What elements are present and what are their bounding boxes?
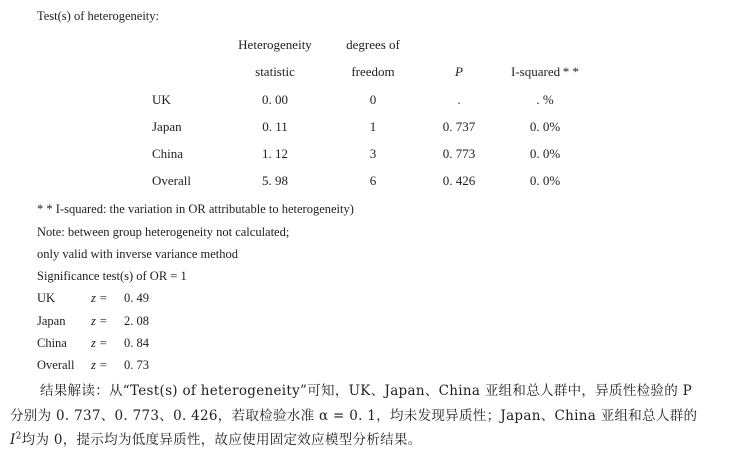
interpretation-line-3: [10, 428, 746, 448]
cell-stat-china: 1. 12: [262, 146, 288, 161]
section-title: Test(s) of heterogeneity:: [37, 9, 159, 23]
interpretation-line-2: 分别为 0. 737、0. 773、0. 426，若取检验水准 α = 0. 1，均未发现异质性；Japan、China 亚组和总人群的: [10, 408, 698, 424]
cell-p-overall: 0. 426: [442, 173, 476, 188]
significance-title: Significance test(s) of OR = 1: [37, 269, 187, 283]
row-label-japan: Japan: [152, 119, 182, 134]
z-eq-uk: z =: [91, 291, 108, 305]
note-between-group: Note: between group heterogeneity not calculated;: [37, 225, 290, 239]
header-heterogeneity: Heterogeneity: [238, 37, 312, 52]
header-p: P: [455, 64, 463, 79]
z-value-japan: 2. 08: [124, 314, 149, 328]
header-i-squared: I-squared * *: [511, 64, 579, 79]
cell-df-overall: 6: [369, 173, 377, 188]
note-inverse-variance: only valid with inverse variance method: [37, 247, 238, 261]
cell-df-japan: 1: [369, 119, 377, 134]
row-label-uk: UK: [152, 92, 171, 107]
cell-i2-japan: 0. 0%: [529, 119, 561, 134]
interpretation-line-1: 结果解读：从“Test(s) of heterogeneity”可知，UK、Japan、China 亚组和总人群中，异质性检验的 P: [40, 383, 692, 399]
z-value-overall: 0. 73: [124, 358, 149, 372]
row-label-overall: Overall: [152, 173, 191, 188]
z-label-china: China: [37, 336, 67, 350]
z-eq-china: z =: [91, 336, 108, 350]
note-i-squared: * * I-squared: the variation in OR attributable to heterogeneity): [37, 202, 354, 216]
z-value-uk: 0. 49: [124, 291, 149, 305]
interpretation-line-3-text: 均为 0，提示均为低度异质性，故应使用固定效应模型分析结果。: [21, 432, 422, 448]
z-eq-overall: z =: [91, 358, 108, 372]
cell-df-china: 3: [369, 146, 377, 161]
header-degrees-of: degrees of: [346, 37, 400, 52]
z-label-overall: Overall: [37, 358, 75, 372]
z-label-uk: UK: [37, 291, 56, 305]
row-label-china: China: [152, 146, 184, 161]
cell-stat-uk: 0. 00: [262, 92, 288, 107]
i-squared-symbol: I: [10, 432, 16, 448]
z-eq-japan: z =: [91, 314, 108, 328]
z-value-china: 0. 84: [124, 336, 149, 350]
cell-i2-uk: . %: [536, 92, 554, 107]
header-freedom: freedom: [351, 64, 395, 79]
header-statistic: statistic: [255, 64, 295, 79]
cell-i2-overall: 0. 0%: [529, 173, 561, 188]
i-squared-superscript: 2: [15, 431, 22, 442]
cell-p-china: 0. 773: [442, 146, 476, 161]
cell-stat-overall: 5. 98: [262, 173, 288, 188]
cell-df-uk: 0: [369, 92, 377, 107]
cell-p-japan: 0. 737: [442, 119, 476, 134]
cell-stat-japan: 0. 11: [262, 119, 288, 134]
cell-p-uk: .: [457, 92, 461, 107]
z-label-japan: Japan: [37, 314, 66, 328]
cell-i2-china: 0. 0%: [529, 146, 561, 161]
